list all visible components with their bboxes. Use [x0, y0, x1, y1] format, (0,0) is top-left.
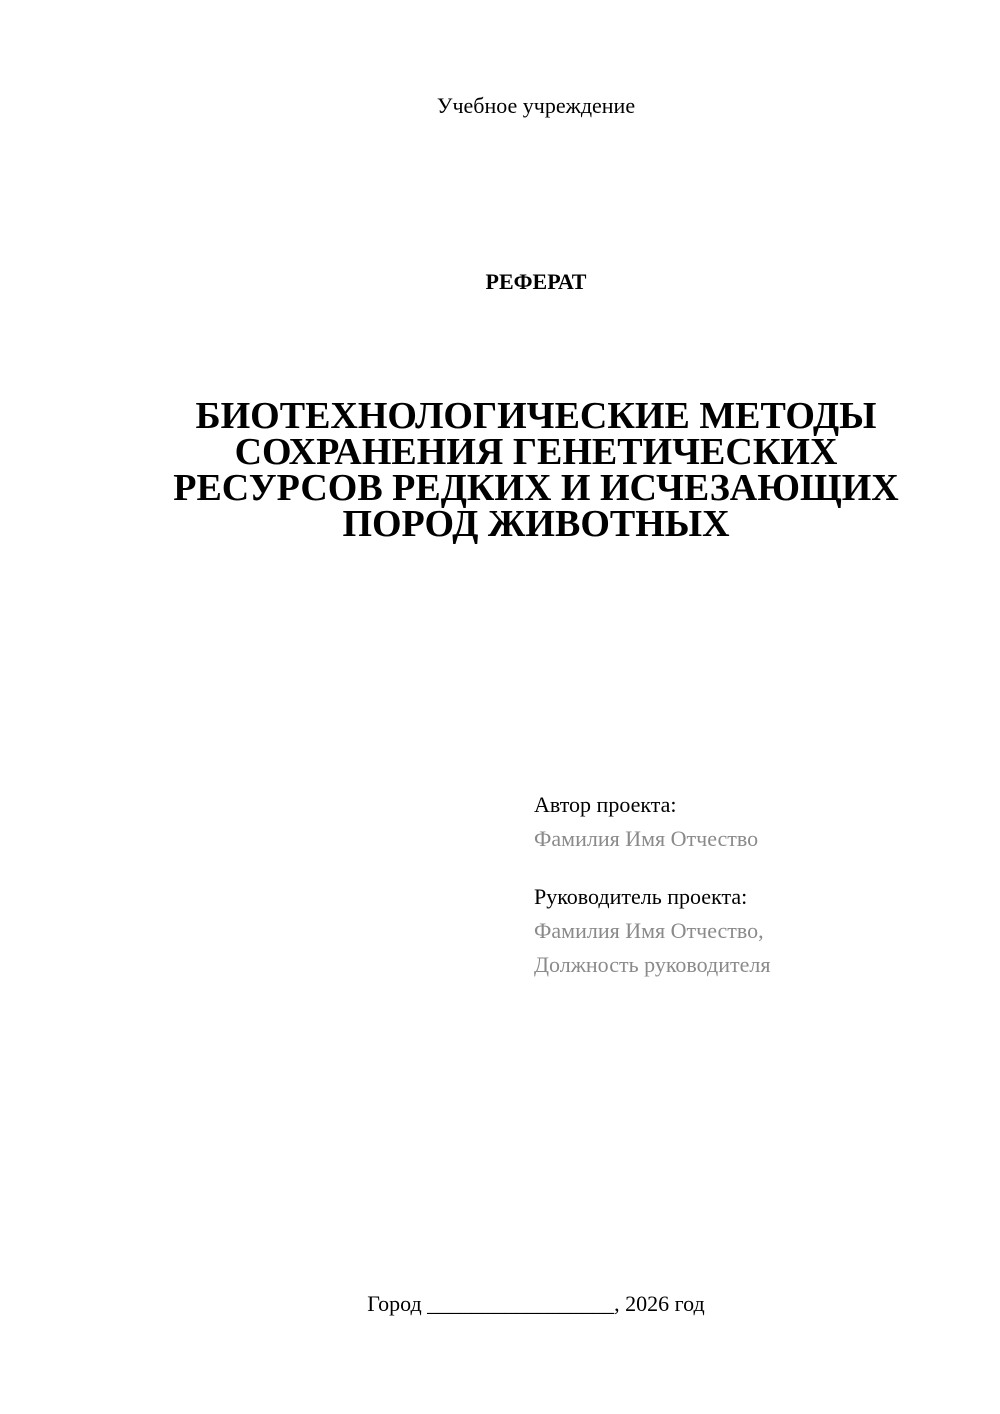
document-type: РЕФЕРАТ — [485, 269, 587, 294]
institution-name: Учебное учреждение — [436, 93, 636, 118]
title-line: ПОРОД ЖИВОТНЫХ — [342, 503, 730, 545]
author-label: Автор проекта: — [534, 792, 677, 817]
document-title — [130, 395, 942, 545]
supervisor-name: Фамилия Имя Отчество, — [534, 918, 764, 943]
title-line: РЕСУРСОВ РЕДКИХ И ИСЧЕЗАЮЩИХ — [173, 467, 899, 509]
supervisor-label: Руководитель проекта: — [534, 884, 748, 909]
author-name: Фамилия Имя Отчество — [534, 826, 759, 851]
credits-block — [534, 788, 974, 982]
city-year-line: Город _________________, 2026 год — [367, 1291, 705, 1316]
spacer — [534, 856, 974, 880]
supervisor-position: Должность руководителя — [534, 952, 771, 977]
title-line: БИОТЕХНОЛОГИЧЕСКИЕ МЕТОДЫ — [195, 395, 877, 437]
title-line: СОХРАНЕНИЯ ГЕНЕТИЧЕСКИХ — [234, 431, 838, 473]
